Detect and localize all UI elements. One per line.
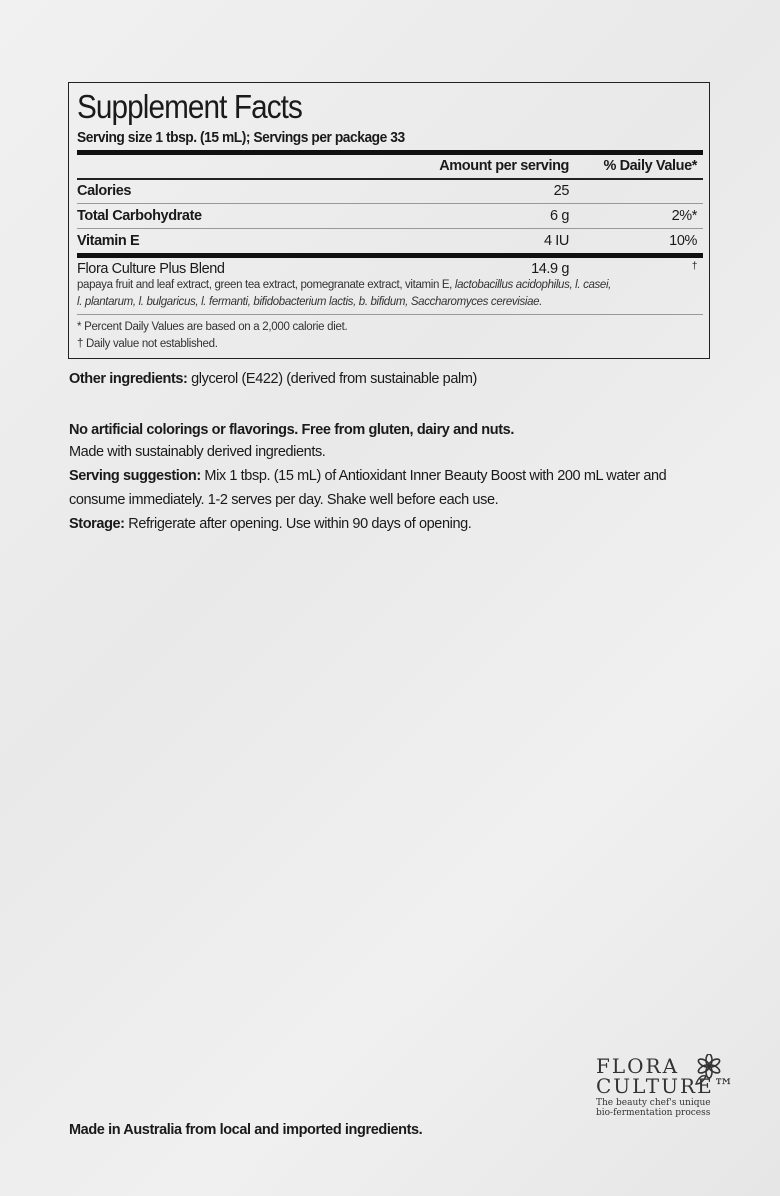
flora-culture-logo — [596, 1056, 736, 1118]
logo-line-2: CULTURE™ — [596, 1074, 736, 1098]
logo-tagline: The beauty chef's unique — [596, 1098, 711, 1108]
nutrient-name: Vitamin E — [77, 232, 140, 249]
storage — [69, 512, 709, 536]
divider — [77, 253, 703, 258]
nutrient-dv: 10% — [669, 232, 697, 249]
nutrient-name: Total Carbohydrate — [77, 207, 202, 224]
nutrient-dv: 2%* — [671, 207, 697, 224]
value: Refrigerate after opening. Use within 90 days of opening. — [124, 516, 472, 532]
serving-info: Serving size 1 tbsp. (15 mL); Servings per package 33 — [77, 129, 405, 146]
sustainability: Made with sustainably derived ingredients. — [69, 444, 326, 460]
free-from — [69, 418, 709, 442]
blend-row — [77, 261, 703, 277]
amount-header: Amount per serving — [439, 158, 569, 175]
flower-icon — [694, 1054, 722, 1090]
value: Mix 1 tbsp. (15 mL) of Antioxidant Inner Beauty Boost with 200 mL water and consume immediately. 1-2 serves per day. Shake well before each use. — [69, 468, 667, 508]
nutrient-row — [77, 229, 703, 254]
header-row — [77, 155, 703, 180]
nutrient-amount: 25 — [553, 183, 569, 200]
label: Storage: — [69, 516, 125, 532]
logo-tagline: bio-fermentation process — [596, 1108, 711, 1118]
nutrient-amount: 6 g — [550, 207, 569, 224]
serving-suggestion — [69, 464, 669, 512]
nutrient-name: Calories — [77, 183, 132, 200]
logo-line-1: FLORA — [596, 1054, 680, 1078]
blend-amount: 14.9 g — [531, 261, 569, 277]
ingredients-italic: l. plantarum, l. bulgaricus, l. fermanti, bifidobacterium lactis, b. bifidum, Saccharomyces cerevisiae. — [77, 296, 543, 308]
made-in — [69, 1118, 709, 1142]
footnote: † Daily value not established. — [77, 338, 218, 350]
footnote: * Percent Daily Values are based on a 2,000 calorie diet. — [77, 321, 348, 333]
value: glycerol (E422) (derived from sustainable palm) — [187, 371, 477, 387]
ingredients-italic: lactobacillus acidophilus, l. casei, — [454, 279, 612, 291]
nutrient-row — [77, 180, 703, 205]
panel-title: Supplement Facts — [77, 88, 302, 125]
blend-dv: † — [691, 261, 697, 272]
blend-ingredients — [77, 277, 703, 315]
footnotes — [77, 319, 703, 353]
blend-name: Flora Culture Plus Blend — [77, 261, 225, 277]
label: Other ingredients: — [69, 371, 188, 387]
nutrient-row — [77, 204, 703, 229]
claim: No artificial colorings or flavorings. Free from gluten, dairy and nuts. — [69, 422, 514, 438]
supplement-facts-panel — [68, 82, 710, 359]
other-ingredients — [69, 367, 709, 391]
dv-header: % Daily Value* — [603, 158, 697, 175]
label: Serving suggestion: — [69, 468, 201, 484]
ingredients-text: papaya fruit and leaf extract, green tea extract, pomegranate extract, vitamin E, — [77, 279, 455, 291]
origin: Made in Australia from local and imported ingredients. — [69, 1122, 423, 1138]
nutrient-amount: 4 IU — [544, 232, 569, 249]
